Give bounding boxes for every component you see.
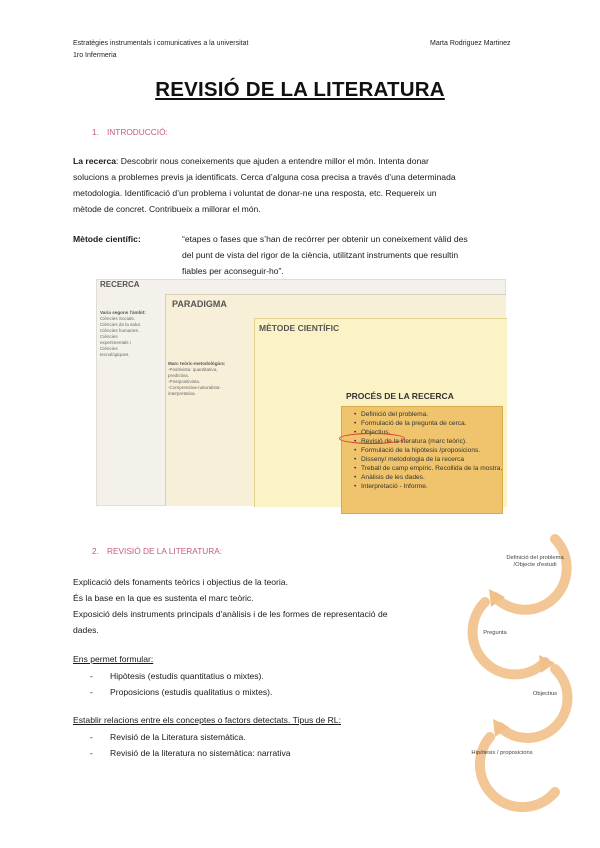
diagram-varia-item: Ciències humanes. — [100, 328, 140, 333]
diagram-varia-item: Ciències de la salut. — [100, 322, 142, 327]
cycle-arc-3 — [500, 669, 567, 738]
recerca-line-2: solucions a problemes previs ja identificats. Cerca d’alguna cosa precisa a través d’una determinada — [73, 172, 456, 182]
diagram-paradigma-label: PARADIGMA — [172, 299, 227, 309]
relacions-item: - Revisió de la literatura no sistemàtica: narrativa — [90, 748, 291, 758]
cycle-step-3: Objectius — [532, 691, 558, 697]
proces-item: • Disseny/ metodologia de la recerca — [354, 455, 510, 464]
research-cycle-graphic — [455, 527, 590, 827]
diagram-marc-item: -Positivista: quantitativa, — [168, 367, 218, 372]
diagram-proces-list — [342, 410, 510, 491]
proces-item: • Objectius. — [354, 428, 510, 437]
diagram-varia-item: Ciències — [100, 346, 118, 351]
relacions-item: - Revisió de la Literatura sistemàtica. — [90, 732, 246, 742]
recerca-paragraph — [73, 153, 533, 217]
research-diagram — [96, 279, 506, 506]
section2-line-1: Explicació dels fonaments teòrics i objectius de la teoria. — [73, 577, 288, 587]
section2-line-3: Exposició dels instruments principals d'anàlisis i de les formes de representació de — [73, 609, 388, 619]
section2-title: REVISIÓ DE LA LITERATURA: — [107, 546, 223, 556]
diagram-marc-title: Marc teòric-metodològics: — [168, 361, 226, 366]
metode-line-1: “etapes o fases que s’han de recórrer per obtenir un coneixement vàlid des — [182, 234, 468, 244]
diagram-varia-block — [100, 310, 162, 358]
diagram-marc-item: interpretativa. — [168, 391, 196, 396]
diagram-metode-box — [254, 318, 507, 507]
permet-heading: Ens permet formular: — [73, 654, 154, 664]
cycle-step-2: Pregunta — [483, 630, 507, 636]
cycle-step-1: Definició del problema /Objecte d'estudi — [506, 555, 564, 568]
diagram-varia-item: tecnològiques. — [100, 352, 130, 357]
permet-item: - Proposicions (estudis qualitatius o mixtes). — [90, 687, 273, 697]
proces-item: • Treball de camp empíric. Recollida de la mostra. — [354, 464, 510, 473]
proces-item: • Revisió de la literatura (marc teòric). — [354, 437, 510, 446]
diagram-proces-label: PROCÉS DE LA RECERCA — [346, 391, 454, 401]
diagram-metode-label: MÈTODE CIENTÍFIC — [259, 323, 340, 333]
section1-number: 1. — [92, 127, 99, 137]
recerca-line-4: mètode de concret. Contribueix a millorar el món. — [73, 204, 261, 214]
recerca-line-3: metodologia. Identificació d’un problema i voluntat de donar-ne una resposta, etc. Requereix un — [73, 188, 437, 198]
diagram-proces-box — [341, 391, 503, 514]
section2-number: 2. — [92, 546, 99, 556]
cycle-step-4: Hipòtesis / proposicions — [471, 750, 533, 756]
header-course: Estratègies instrumentals i comunicatives a la universitat — [73, 40, 249, 47]
proces-item: • Definició del problema. — [354, 410, 510, 419]
diagram-varia-title: Varia segons l'àmbit: — [100, 310, 146, 315]
header-year: 1ro Infermeria — [73, 52, 117, 59]
proces-item: • Interpretació - Informe. — [354, 482, 510, 491]
metode-line-2: del punt de vista del rigor de la ciència, utilitzant instruments que resultin — [182, 250, 459, 260]
relacions-heading: Establir relacions entre els conceptes o factors detectats. Tipus de RL: — [73, 715, 341, 725]
diagram-marc-item: predictiva. — [168, 373, 189, 378]
diagram-paradigma-box — [165, 294, 506, 506]
permet-item: - Hipòtesis (estudis quantitatius o mixtes). — [90, 671, 264, 681]
diagram-varia-item: experimentals i — [100, 340, 131, 345]
document-title: REVISIÓ DE LA LITERATURA — [155, 78, 445, 101]
recerca-term: La recerca — [73, 156, 117, 166]
proces-item: • Formulació de la hipòtesis /proposicions. — [354, 446, 510, 455]
metode-definition — [182, 231, 532, 279]
section2-heading — [92, 546, 222, 556]
section1-heading — [92, 127, 168, 137]
header-author: Marta Rodriguez Martinez — [430, 40, 511, 47]
cycle-arc-4 — [480, 737, 555, 807]
metode-term: Mètode científic: — [73, 234, 141, 244]
diagram-varia-item: Ciències Socials. — [100, 316, 135, 321]
cycle-arrows — [455, 527, 590, 827]
section1-title: INTRODUCCIÓ: — [107, 127, 168, 137]
highlight-circle — [339, 433, 405, 444]
section2-line-4: dades. — [73, 625, 99, 635]
cycle-arc-1 — [495, 539, 567, 610]
diagram-recerca-label: RECERCA — [100, 280, 140, 289]
metode-line-3: fiables per aconseguir-ho”. — [182, 266, 284, 276]
diagram-varia-item: Ciències — [100, 334, 118, 339]
recerca-line-1: : Descobrir nous coneixements que ajuden a entendre millor el món. Intenta donar — [116, 156, 429, 166]
diagram-marc-block — [168, 361, 252, 397]
diagram-marc-item: -Postpositivista. — [168, 379, 201, 384]
proces-item: • Formulació de la pregunta de cerca. — [354, 419, 510, 428]
section2-line-2: És la base en la que es sustenta el marc teòric. — [73, 593, 254, 603]
section2-paragraph — [73, 574, 453, 638]
diagram-marc-item: -Comprensiva-naturalista- — [168, 385, 221, 390]
proces-item: • Anàlisis de les dades. — [354, 473, 510, 482]
